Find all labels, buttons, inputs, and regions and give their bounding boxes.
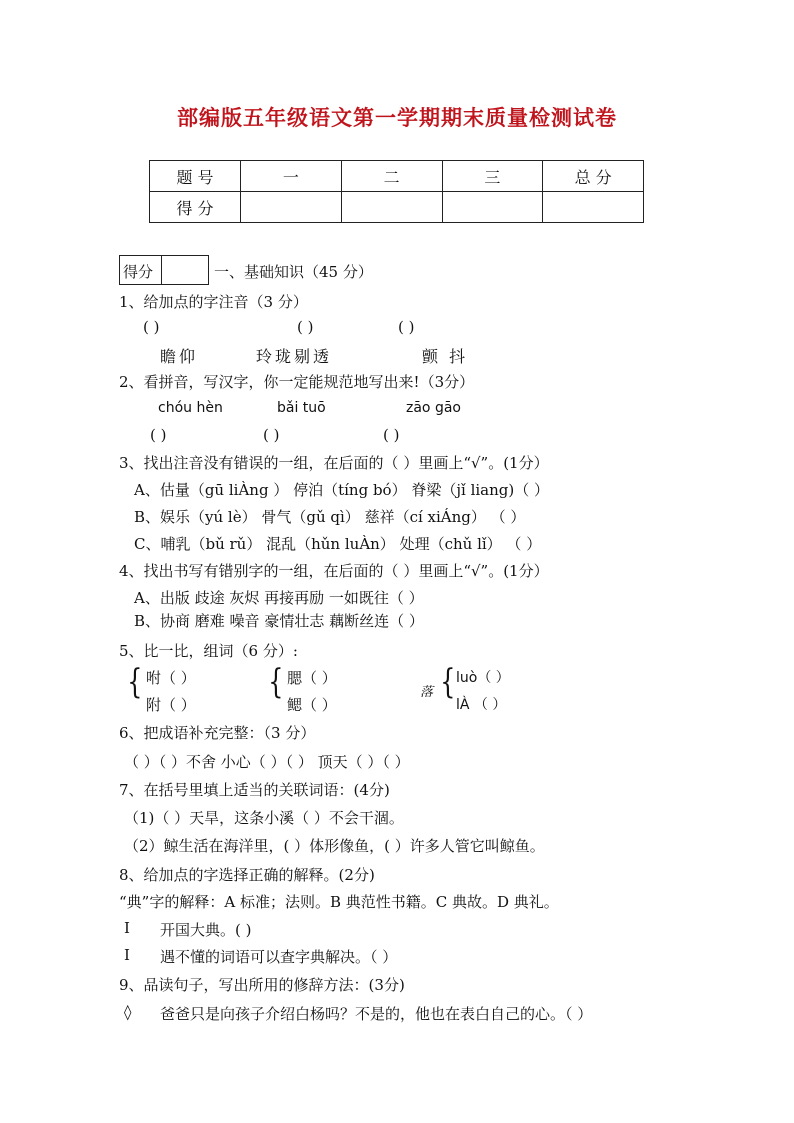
word-pair: luò（ ） bbox=[456, 670, 510, 686]
item-marker: Ⅰ bbox=[124, 946, 130, 964]
question-2: 2、看拼音，写汉字，你一定能规范地写出来!（3分） bbox=[119, 373, 475, 391]
page-title: 部编版五年级语文第一学期期末质量检测试卷 bbox=[177, 105, 617, 130]
score-input-cell[interactable] bbox=[341, 192, 442, 223]
question-4: 4、找出书写有错别字的一组，在后面的（ ）里画上“√”。(1分） bbox=[119, 562, 549, 580]
answer-blank[interactable]: ( ) bbox=[398, 318, 415, 336]
word-pair: 腮（ ） bbox=[287, 669, 337, 687]
word-pair: 附（ ） bbox=[146, 696, 196, 714]
pinyin: bǎi tuō bbox=[277, 400, 326, 416]
score-table-header-row bbox=[150, 161, 644, 192]
brace-icon: { bbox=[127, 662, 143, 702]
score-table bbox=[149, 160, 644, 223]
pinyin: chóu hèn bbox=[158, 400, 223, 416]
option-b: B、协商 磨难 噪音 豪情壮志 藕断丝连（ ） bbox=[134, 612, 424, 630]
word-pair: 鳃（ ） bbox=[287, 696, 337, 714]
sentence: 开国大典。( ) bbox=[160, 921, 252, 939]
answer-blank[interactable]: ( ) bbox=[150, 426, 167, 444]
item-marker: ◊ bbox=[124, 1003, 132, 1021]
score-input-cell[interactable] bbox=[442, 192, 543, 223]
answer-blank[interactable]: ( ) bbox=[263, 426, 280, 444]
word: 颤 抖 bbox=[422, 347, 469, 366]
table-cell: 题 号 bbox=[150, 161, 241, 192]
sentence: （1)（ ）天旱，这条小溪（ ）不会干涸。 bbox=[124, 809, 404, 827]
question-8: 8、给加点的字选择正确的解释。(2分) bbox=[119, 866, 375, 884]
option-a: A、估量（gū liÀng ） 停泊（tíng bó） 脊梁（jǐ liang)（ ） bbox=[134, 481, 549, 499]
table-cell: 三 bbox=[442, 161, 543, 192]
option-c: C、哺乳（bǔ rǔ） 混乱（hǔn luÀn） 处理（chǔ lǐ） （ ） bbox=[134, 535, 542, 553]
question-5: 5、比一比，组词（6 分）: bbox=[119, 642, 298, 660]
section-score-box bbox=[119, 255, 209, 285]
table-cell: 总 分 bbox=[543, 161, 644, 192]
sentence: （2）鲸生活在海洋里，( ）体形像鱼，( ）许多人管它叫鲸鱼。 bbox=[124, 837, 545, 855]
divider bbox=[161, 256, 162, 284]
polyphone-char: 落 bbox=[420, 685, 434, 700]
table-cell: 二 bbox=[341, 161, 442, 192]
section-heading: 一、基础知识（45 分） bbox=[214, 263, 373, 281]
item-marker: Ⅰ bbox=[124, 919, 130, 937]
sentence: 爸爸只是向孩子介绍白杨吗？不是的，他也在表白自己的心。（ ） bbox=[160, 1005, 593, 1023]
word: 瞻仰 bbox=[160, 347, 199, 366]
question-7: 7、在括号里填上适当的关联词语：(4分) bbox=[119, 781, 390, 799]
pinyin: zāo gāo bbox=[406, 400, 461, 416]
question-3: 3、找出注音没有错误的一组，在后面的（ ）里画上“√”。(1分） bbox=[119, 454, 549, 472]
question-6: 6、把成语补充完整：（3 分） bbox=[119, 724, 316, 742]
option-a: A、出版 歧途 灰烬 再接再励 一如既往（ ） bbox=[134, 589, 424, 607]
question-9: 9、品读句子，写出所用的修辞方法：(3分) bbox=[119, 976, 405, 994]
section-score-label: 得分 bbox=[123, 263, 154, 281]
brace-icon: { bbox=[440, 662, 456, 702]
table-cell: 一 bbox=[241, 161, 342, 192]
score-input-cell[interactable] bbox=[543, 192, 644, 223]
sentence: 遇不懂的词语可以查字典解决。（ ） bbox=[160, 948, 398, 966]
definition: “典”字的解释：A 标准；法则。B 典范性书籍。C 典故。D 典礼。 bbox=[119, 893, 559, 911]
option-b: B、娱乐（yú lè） 骨气（gǔ qì） 慈祥（cí xiÁng） （ ） bbox=[134, 508, 526, 526]
word-pair: 咐（ ） bbox=[146, 669, 196, 687]
score-input-cell[interactable] bbox=[241, 192, 342, 223]
idiom-line: （ ）（ ）不舍 小心（ ）（ ） 顶天（ ）（ ） bbox=[124, 753, 410, 771]
word: 玲珑剔透 bbox=[256, 347, 333, 366]
brace-icon: { bbox=[268, 662, 284, 702]
score-table-score-row bbox=[150, 192, 644, 223]
answer-blank[interactable]: ( ) bbox=[143, 318, 160, 336]
question-1: 1、给加点的字注音（3 分） bbox=[119, 293, 308, 311]
answer-blank[interactable]: ( ) bbox=[297, 318, 314, 336]
word-pair: lÀ （ ） bbox=[456, 697, 507, 713]
answer-blank[interactable]: ( ) bbox=[383, 426, 400, 444]
table-cell: 得 分 bbox=[150, 192, 241, 223]
